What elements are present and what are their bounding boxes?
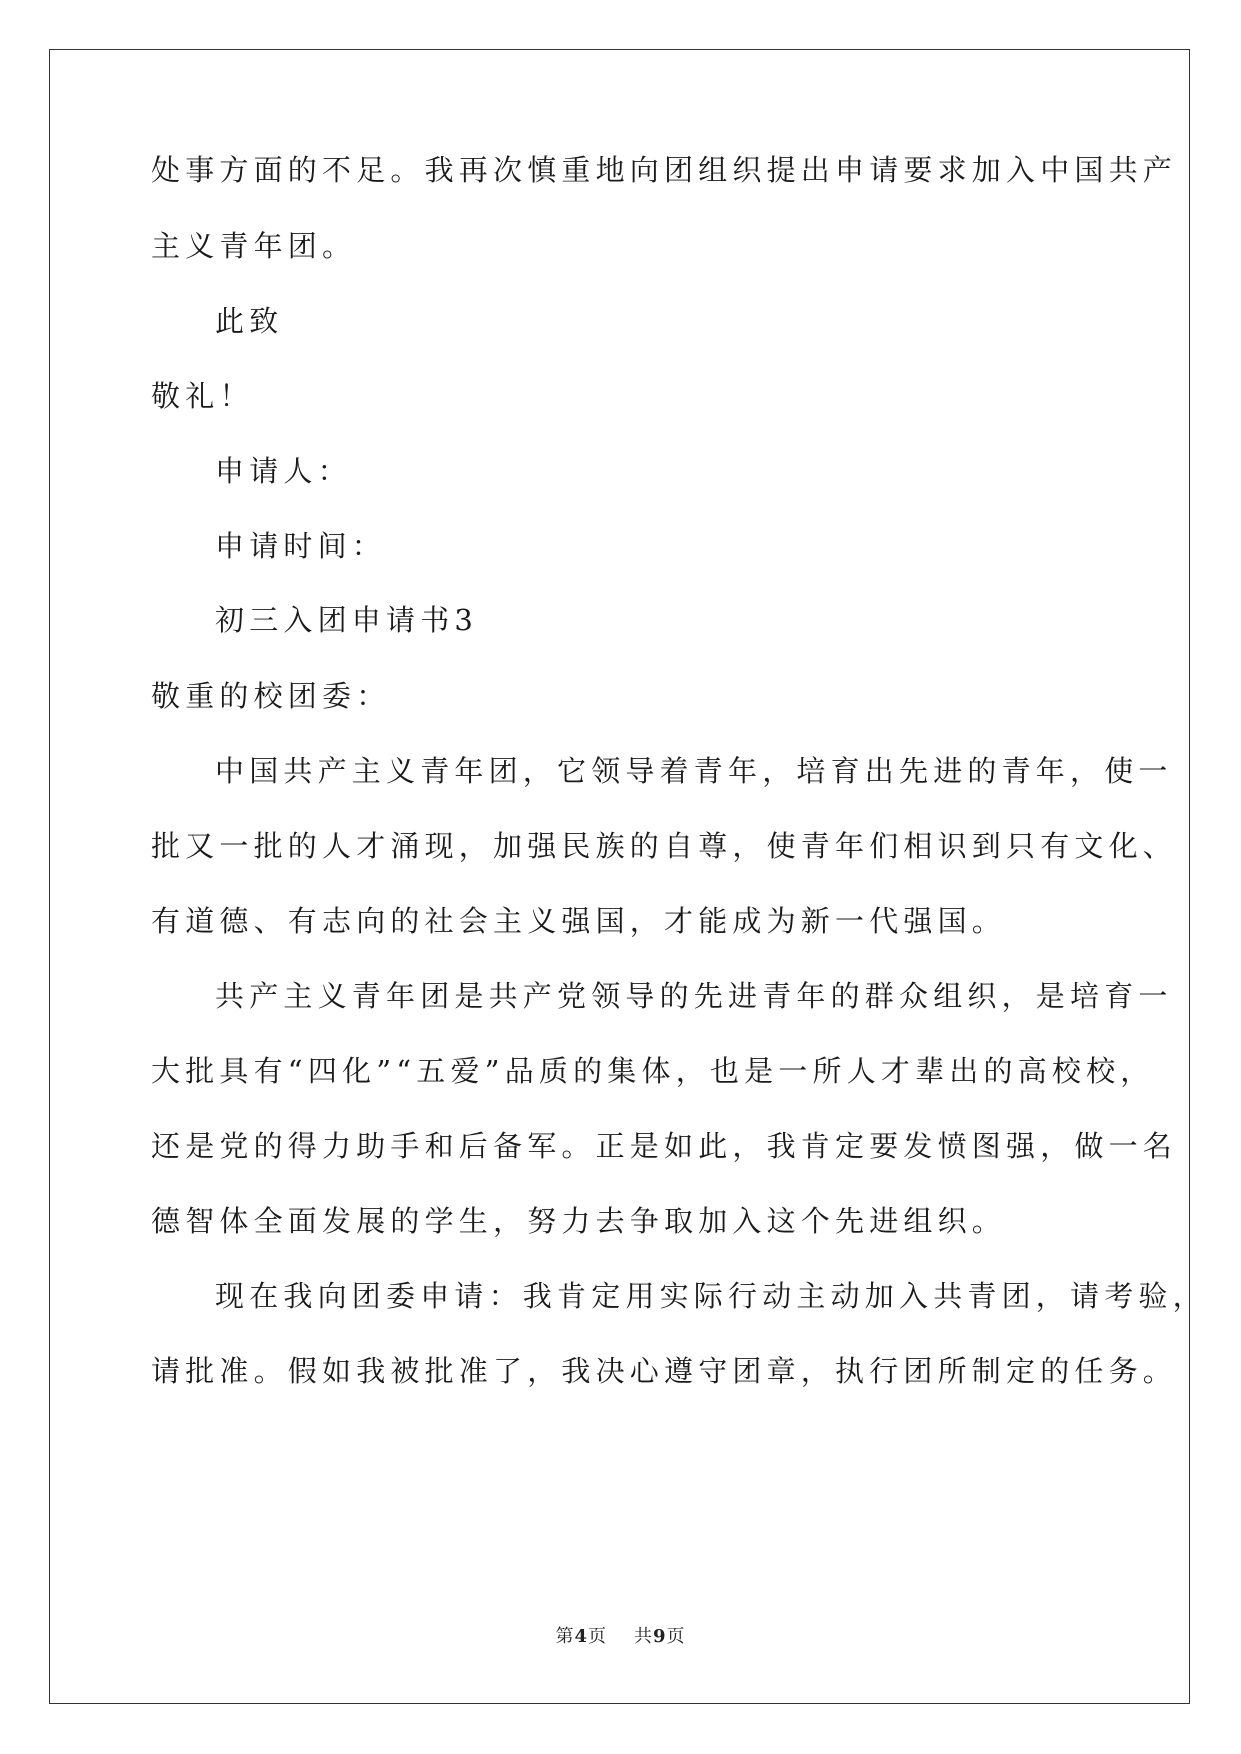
footer-page-unit: 页 xyxy=(588,1626,608,1647)
text-line: 中国共产主义青年团，它领导着青年，培育出先进的青年，使一 xyxy=(215,754,1173,788)
footer-prefix: 第 xyxy=(555,1626,575,1647)
footer-total-prefix: 共 xyxy=(633,1626,653,1647)
text-line: 处事方面的不足。我再次慎重地向团组织提出申请要求加入中国共产 xyxy=(151,153,1178,187)
text-line: 共产主义青年团是共产党领导的先进青年的群众组织，是培育一 xyxy=(215,979,1173,1013)
text-line: 现在我向团委申请：我肯定用实际行动主动加入共青团，请考验， xyxy=(215,1279,1207,1313)
application-date-label: 申请时间： xyxy=(215,529,387,563)
applicant-label: 申请人： xyxy=(215,454,352,488)
text-line: 请批准。假如我被批准了，我决心遵守团章，执行团所制定的任务。 xyxy=(151,1354,1178,1388)
page-border xyxy=(49,49,1190,1704)
closing-greeting: 敬礼！ xyxy=(151,379,254,413)
text-line: 有道德、有志向的社会主义强国，才能成为新一代强国。 xyxy=(151,904,1007,938)
closing-salutation: 此致 xyxy=(215,304,284,338)
text-line: 大批具有“四化”“五爱”品质的集体，也是一所人才辈出的高校校， xyxy=(151,1054,1155,1088)
footer-total-unit: 页 xyxy=(666,1626,686,1647)
text-line: 主义青年团。 xyxy=(151,229,357,263)
text-line: 还是党的得力助手和后备军。正是如此，我肯定要发愤图强，做一名 xyxy=(151,1129,1178,1163)
page-footer xyxy=(0,1622,1241,1648)
text-line: 德智体全面发展的学生，努力去争取加入这个先进组织。 xyxy=(151,1204,1007,1238)
total-page-count: 9 xyxy=(652,1626,667,1647)
addressee: 敬重的校团委： xyxy=(151,679,391,713)
text-line: 批又一批的人才涌现，加强民族的自尊，使青年们相识到只有文化、 xyxy=(151,829,1178,863)
section-title: 初三入团申请书3 xyxy=(215,603,479,637)
current-page-number: 4 xyxy=(574,1626,589,1647)
